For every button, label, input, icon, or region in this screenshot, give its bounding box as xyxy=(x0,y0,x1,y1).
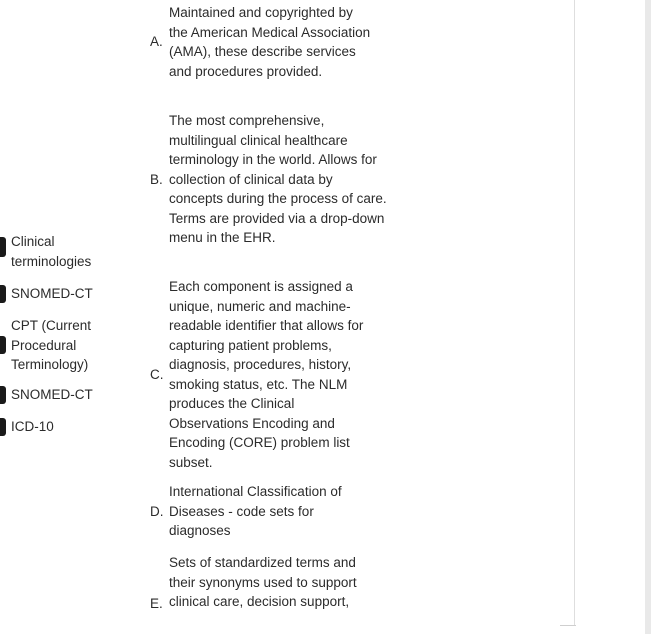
definition-letter: B. xyxy=(150,171,163,187)
definition-text: International Classification of Diseases - code sets for diagnoses xyxy=(169,484,342,538)
drag-handle-icon[interactable] xyxy=(0,418,6,436)
drag-handle-icon[interactable] xyxy=(0,237,6,257)
term-label: Clinical terminologies xyxy=(11,234,92,269)
definition-item[interactable] xyxy=(150,277,390,472)
definition-item[interactable] xyxy=(150,553,390,612)
term-item[interactable] xyxy=(0,316,111,375)
definition-item[interactable] xyxy=(150,111,390,248)
definition-letter: D. xyxy=(150,503,164,519)
panel-divider xyxy=(574,0,575,626)
term-item[interactable] xyxy=(0,284,93,304)
scrollbar[interactable] xyxy=(645,0,651,634)
definition-letter: E. xyxy=(150,596,163,611)
definition-text: The most comprehensive, multilingual clinical healthcare terminology in the world. Allows for collection of clinical data by concepts during the process of care. Terms are provided via a drop-down menu in the EHR. xyxy=(169,113,387,245)
term-label: CPT (Current Procedural Terminology) xyxy=(11,318,92,372)
definition-item[interactable] xyxy=(150,482,390,541)
definition-text: Each component is assigned a unique, numeric and machine-readable identifier that allows for capturing patient problems, diagnosis, procedures, history, smoking status, etc. The NLM produces the Clinical Observations Encoding and Encoding (CORE) problem list subset. xyxy=(169,279,364,470)
term-label: SNOMED-CT xyxy=(11,286,93,301)
term-label: SNOMED-CT xyxy=(11,387,93,402)
definition-letter: A. xyxy=(150,34,163,50)
term-item[interactable] xyxy=(0,417,54,437)
term-item[interactable] xyxy=(0,385,93,405)
definition-text: Sets of standardized terms and their synonyms used to support clinical care, decision support, xyxy=(169,555,357,609)
drag-handle-icon[interactable] xyxy=(0,386,6,404)
term-label: ICD-10 xyxy=(11,419,54,434)
drag-handle-icon[interactable] xyxy=(0,336,6,354)
panel-divider-foot xyxy=(560,625,576,626)
definition-text: Maintained and copyrighted by the American Medical Association (AMA), these describe services and procedures provided. xyxy=(169,5,371,79)
definition-item[interactable] xyxy=(150,3,390,81)
term-item[interactable] xyxy=(0,232,111,271)
definition-letter: C. xyxy=(150,366,164,382)
drag-handle-icon[interactable] xyxy=(0,285,6,303)
